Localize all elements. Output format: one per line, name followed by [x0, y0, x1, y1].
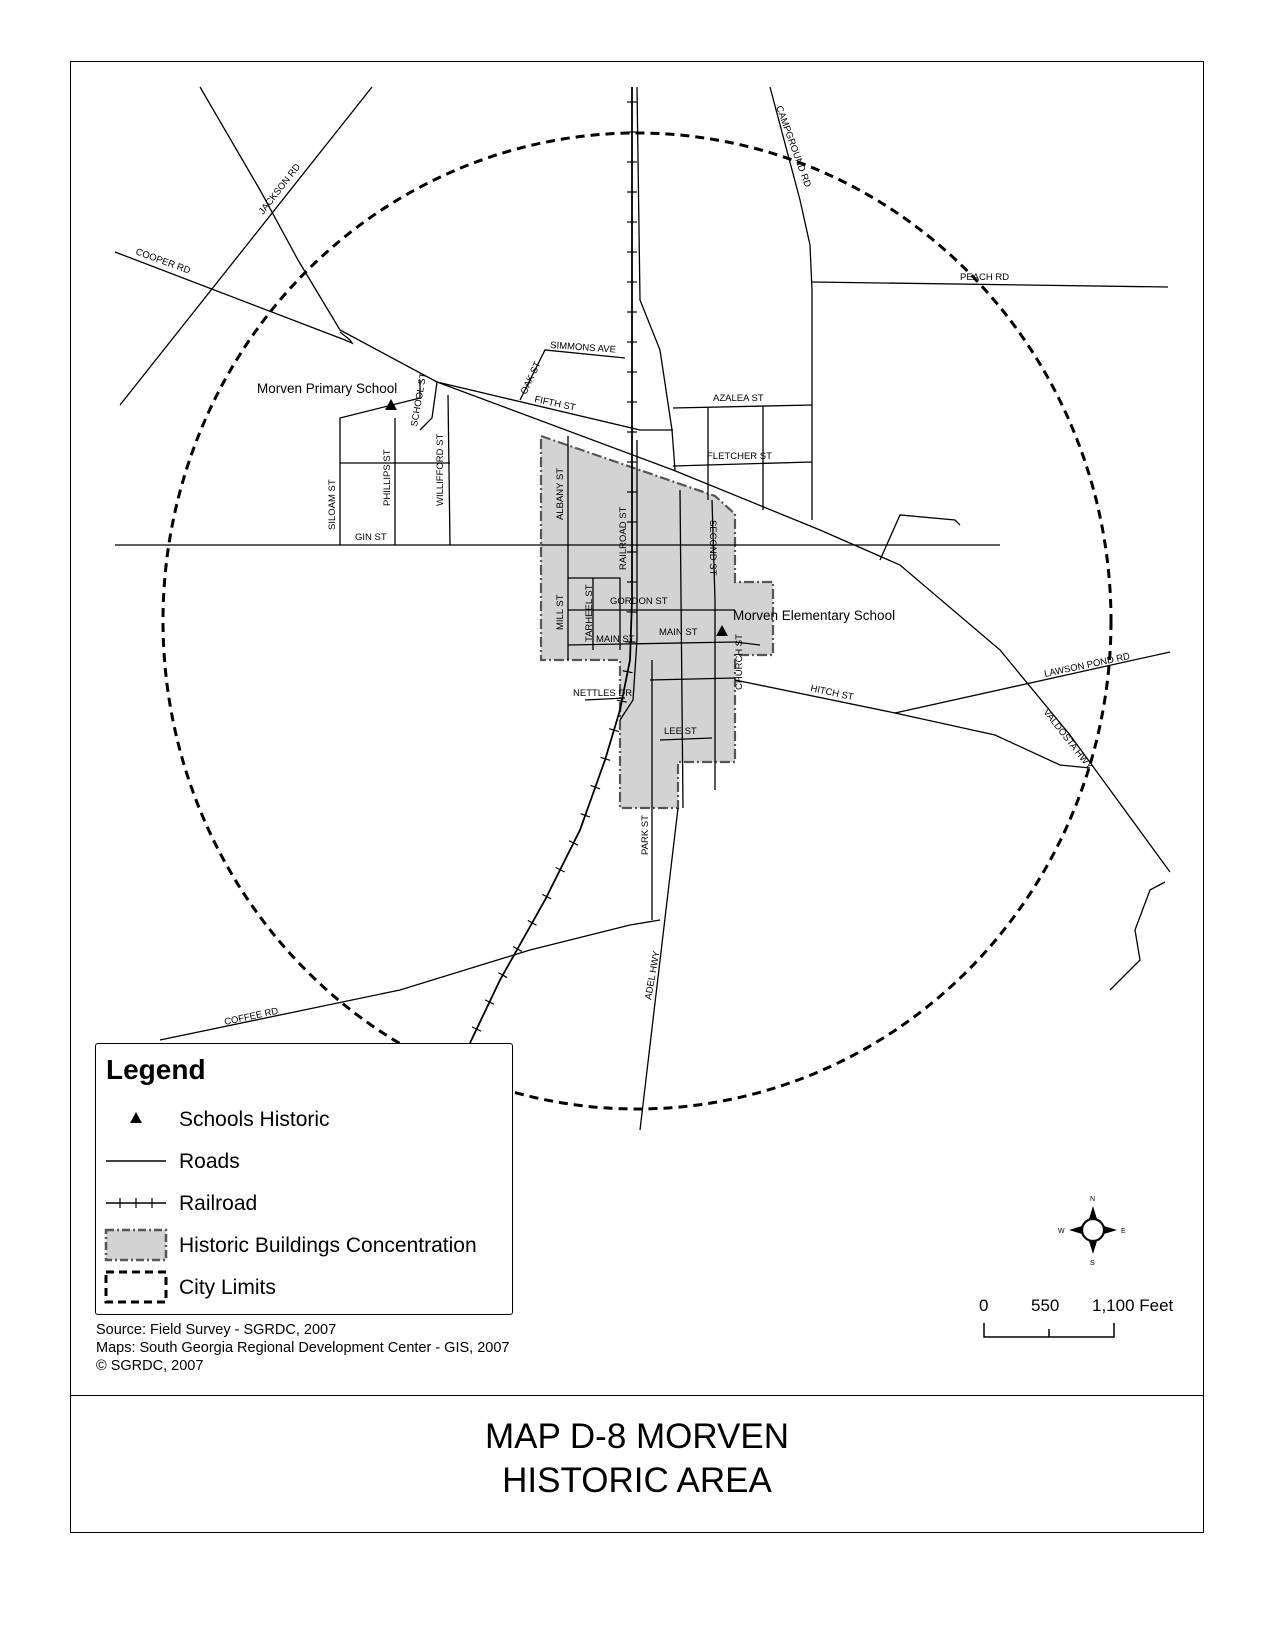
legend-label-city-limits: City Limits — [179, 1276, 276, 1299]
street-label-school-st: SCHOOL ST — [409, 371, 430, 428]
north-arrow-circle — [1082, 1219, 1104, 1241]
street-label-main-st-1: MAIN ST — [596, 634, 635, 645]
street-label-tarheel-st: TARHEEL ST — [584, 584, 595, 642]
street-label-jackson-rd: JACKSON RD — [256, 161, 304, 217]
street-label-nettles-dr: NETTLES DR — [573, 688, 633, 699]
school-label-primary: Morven Primary School — [257, 381, 398, 396]
street-label-fletcher-st: FLETCHER ST — [707, 451, 772, 462]
scale-bar-line — [984, 1323, 1114, 1337]
legend-symbol-historic-area — [104, 1228, 168, 1262]
street-label-gordon-st: GORDON ST — [610, 596, 668, 607]
street-label-azalea-st: AZALEA ST — [713, 393, 764, 404]
legend-label-schools: Schools Historic — [179, 1108, 330, 1131]
north-arrow-label-e: E — [1121, 1228, 1126, 1235]
street-label-phillips-st: PHILLIPS ST — [382, 449, 393, 506]
north-arrow-pointer-w — [1069, 1226, 1082, 1234]
street-label-valdosta-hwy: VALDOSTA HWY — [1040, 707, 1095, 772]
legend-title: Legend — [106, 1054, 206, 1085]
legend-symbol-railroad — [104, 1186, 168, 1220]
north-arrow-label-w: W — [1058, 1228, 1065, 1235]
legend-item-historic-area — [96, 1228, 514, 1262]
source-line-1: Source: Field Survey - SGRDC, 2007 — [96, 1322, 337, 1338]
north-arrow-pointer-n — [1089, 1206, 1097, 1219]
legend-label-roads: Roads — [179, 1150, 240, 1173]
road-hitch-st — [735, 680, 1090, 768]
street-label-hitch-st: HITCH ST — [809, 683, 855, 704]
legend-label-railroad: Railroad — [179, 1192, 258, 1215]
street-label-railroad-st: RAILROAD ST — [618, 506, 629, 570]
road-fletcher-st — [673, 462, 812, 466]
street-label-lee-st: LEE ST — [664, 726, 697, 737]
legend-item-roads — [96, 1144, 514, 1178]
street-label-park-st: PARK ST — [640, 815, 651, 855]
street-label-second-st: SECOND ST — [707, 520, 718, 576]
scale-label-1100: 1,100 Feet — [1092, 1296, 1174, 1315]
title-box — [70, 1395, 1204, 1533]
road-east-creek — [1110, 882, 1165, 990]
street-label-mill-st: MILL ST — [555, 594, 566, 630]
legend-item-railroad — [96, 1186, 514, 1220]
road-northwest-diagonal — [200, 87, 437, 382]
legend-symbol-road-line — [104, 1144, 168, 1178]
road-williford-st — [448, 395, 450, 545]
legend-symbol-triangle — [104, 1102, 168, 1136]
street-label-fifth-st: FIFTH ST — [533, 394, 577, 414]
scale-bar — [979, 1296, 1174, 1337]
road-cooper-rd — [115, 252, 352, 343]
north-arrow-pointer-s — [1089, 1241, 1097, 1254]
street-label-church-st: CHURCH ST — [734, 634, 745, 690]
north-arrow-label-n: N — [1090, 1196, 1096, 1203]
legend — [95, 1043, 513, 1315]
source-line-2: Maps: South Georgia Regional Development Center - GIS, 2007 — [96, 1340, 510, 1356]
map-title-line-1: MAP D-8 MORVEN — [484, 1417, 790, 1456]
legend-item-city-limits — [96, 1270, 514, 1304]
street-label-lawson-pond-rd: LAWSON POND RD — [1043, 651, 1131, 680]
legend-symbol-city-limits — [104, 1270, 168, 1304]
street-label-adel-hwy: ADEL HWY — [643, 950, 663, 1001]
road-north-east-creek — [880, 515, 960, 560]
street-label-gin-st: GIN ST — [355, 532, 387, 543]
scale-label-550: 550 — [1031, 1296, 1060, 1315]
street-label-main-st-2: MAIN ST — [659, 627, 698, 638]
street-label-oak-st: OAK ST — [518, 360, 544, 397]
street-label-siloam-st: SILOAM ST — [327, 479, 338, 530]
scale-label-0: 0 — [979, 1296, 989, 1315]
school-label-elementary: Morven Elementary School — [733, 608, 896, 623]
street-label-cooper-rd: COOPER RD — [133, 246, 192, 277]
north-arrow-label-s: S — [1090, 1260, 1095, 1267]
north-arrow-pointer-e — [1104, 1226, 1117, 1234]
legend-label-historic-area: Historic Buildings Concentration — [179, 1234, 477, 1257]
road-railroad-north — [637, 87, 675, 470]
road-azalea-st — [673, 405, 812, 408]
source-line-3: © SGRDC, 2007 — [96, 1358, 204, 1374]
street-label-peach-rd: PEACH RD — [960, 272, 1010, 283]
legend-item-schools — [96, 1102, 514, 1136]
street-label-coffee-rd: COFFEE RD — [223, 1005, 280, 1028]
north-arrow — [1058, 1196, 1126, 1267]
map-title-line-2: HISTORIC AREA — [502, 1461, 772, 1500]
street-label-albany-st: ALBANY ST — [555, 467, 566, 520]
street-label-williford-st: WILLIFFORD ST — [435, 433, 446, 506]
street-label-campground-rd: CAMPGROUND RD — [773, 104, 813, 189]
street-label-simmons-ave: SIMMONS AVE — [549, 340, 617, 356]
